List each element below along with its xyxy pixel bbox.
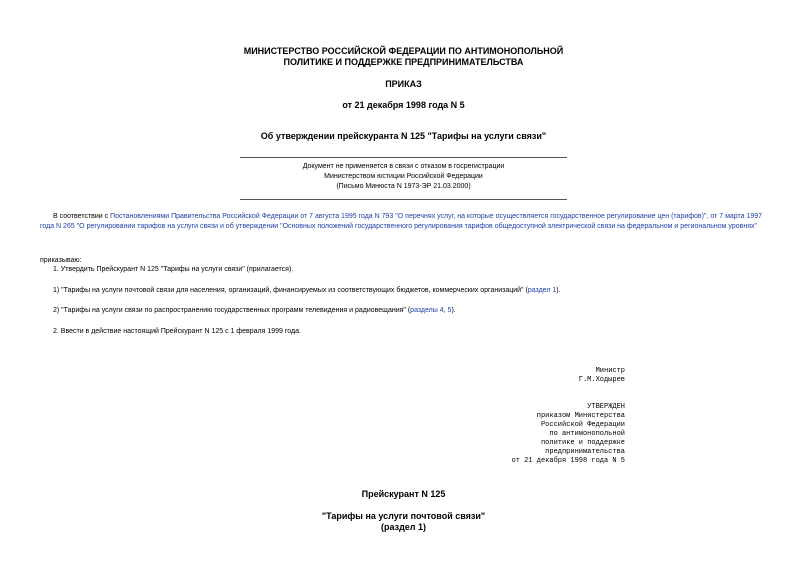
- minister-signature: [579, 367, 625, 385]
- price-list-section: (раздел 1): [380, 522, 427, 532]
- notice-line-1: Документ не применяется в связи с отказом в госрегистрации: [302, 163, 505, 170]
- ministry-line-2: ПОЛИТИКЕ И ПОДДЕРЖКЕ ПРЕДПРИНИМАТЕЛЬСТВА: [283, 57, 524, 67]
- approval-stamp: [512, 403, 625, 466]
- notice-line-2: Министерством юстиции Российской Федерации: [324, 173, 483, 180]
- link-resolution-793-title[interactable]: "О перечнях услуг, на которые осуществляется государственное регулирование цен (тарифов)", от 7 марта 1997 года N 265: [40, 213, 763, 230]
- price-list-title: Прейскурант N 125: [361, 489, 446, 499]
- order-subitem-1: [53, 286, 561, 296]
- price-list-subtitle: "Тарифы на услуги почтовой связи": [321, 511, 486, 521]
- signature-name: Г.М.Ходырев: [578, 376, 625, 384]
- subitem-2-end: ).: [451, 307, 456, 314]
- notice-top-divider: [240, 157, 567, 158]
- preamble-prefix: В соответствии с: [53, 213, 111, 220]
- link-resolution-265-title[interactable]: "О регулировании тарифов на услуги связи и об утверждении "Основных положений государственного регулирования тарифов общедоступной электрической связи на федеральном и региональном уровнях": [74, 223, 757, 230]
- signature-position: Министр: [595, 367, 625, 375]
- order-subitem-2: [53, 306, 456, 316]
- link-government-resolutions[interactable]: Постановлениями Правительства Российской Федерации от 7 августа 1995 года N 793: [110, 213, 394, 220]
- approval-line-5: политике и поддержке: [540, 439, 625, 447]
- subitem-2-text: 2) "Тарифы на услуги связи по распространению государственных программ телевидения и радиовещания" (: [53, 307, 411, 314]
- approval-line-4: по антимонопольной: [549, 430, 625, 438]
- link-section-5[interactable]: 5: [447, 307, 452, 314]
- doc-type: ПРИКАЗ: [385, 79, 422, 89]
- approval-line-7: от 21 декабря 1998 года N 5: [511, 457, 625, 465]
- order-item-2: 2. Ввести в действие настоящий Прейскурант N 125 с 1 февраля 1999 года.: [53, 328, 301, 335]
- subitem-2-separator: ,: [443, 307, 448, 314]
- order-item-1: 1. Утвердить Прейскурант N 125 "Тарифы на услуги связи" (прилагается).: [53, 266, 294, 273]
- notice-line-3: (Письмо Минюста N 1973-ЭР 21.03.2000): [336, 183, 471, 190]
- doc-title: Об утверждении прейскуранта N 125 "Тарифы на услуги связи": [260, 131, 547, 141]
- preamble-paragraph: [40, 212, 772, 232]
- link-section-1[interactable]: раздел 1: [527, 287, 557, 294]
- link-section-4[interactable]: разделы 4: [410, 307, 444, 314]
- registration-notice: [240, 162, 567, 192]
- approval-line-2: приказом Министерства: [536, 412, 625, 420]
- ministry-heading: [0, 46, 807, 68]
- approval-line-3: Российской Федерации: [540, 421, 625, 429]
- orders-word: приказываю:: [40, 257, 82, 264]
- notice-bottom-divider: [240, 199, 567, 200]
- doc-date-number: от 21 декабря 1998 года N 5: [342, 100, 465, 110]
- ministry-line-1: МИНИСТЕРСТВО РОССИЙСКОЙ ФЕДЕРАЦИИ ПО АНТИМОНОПОЛЬНОЙ: [243, 46, 564, 56]
- approval-line-1: УТВЕРЖДЕН: [587, 403, 625, 411]
- subitem-1-end: ).: [556, 287, 561, 294]
- approval-line-6: предпринимательства: [545, 448, 625, 456]
- subitem-1-text: 1) "Тарифы на услуги почтовой связи для населения, организаций, финансируемых из соответствующих бюджетов, коммерческих организаций" (: [53, 287, 528, 294]
